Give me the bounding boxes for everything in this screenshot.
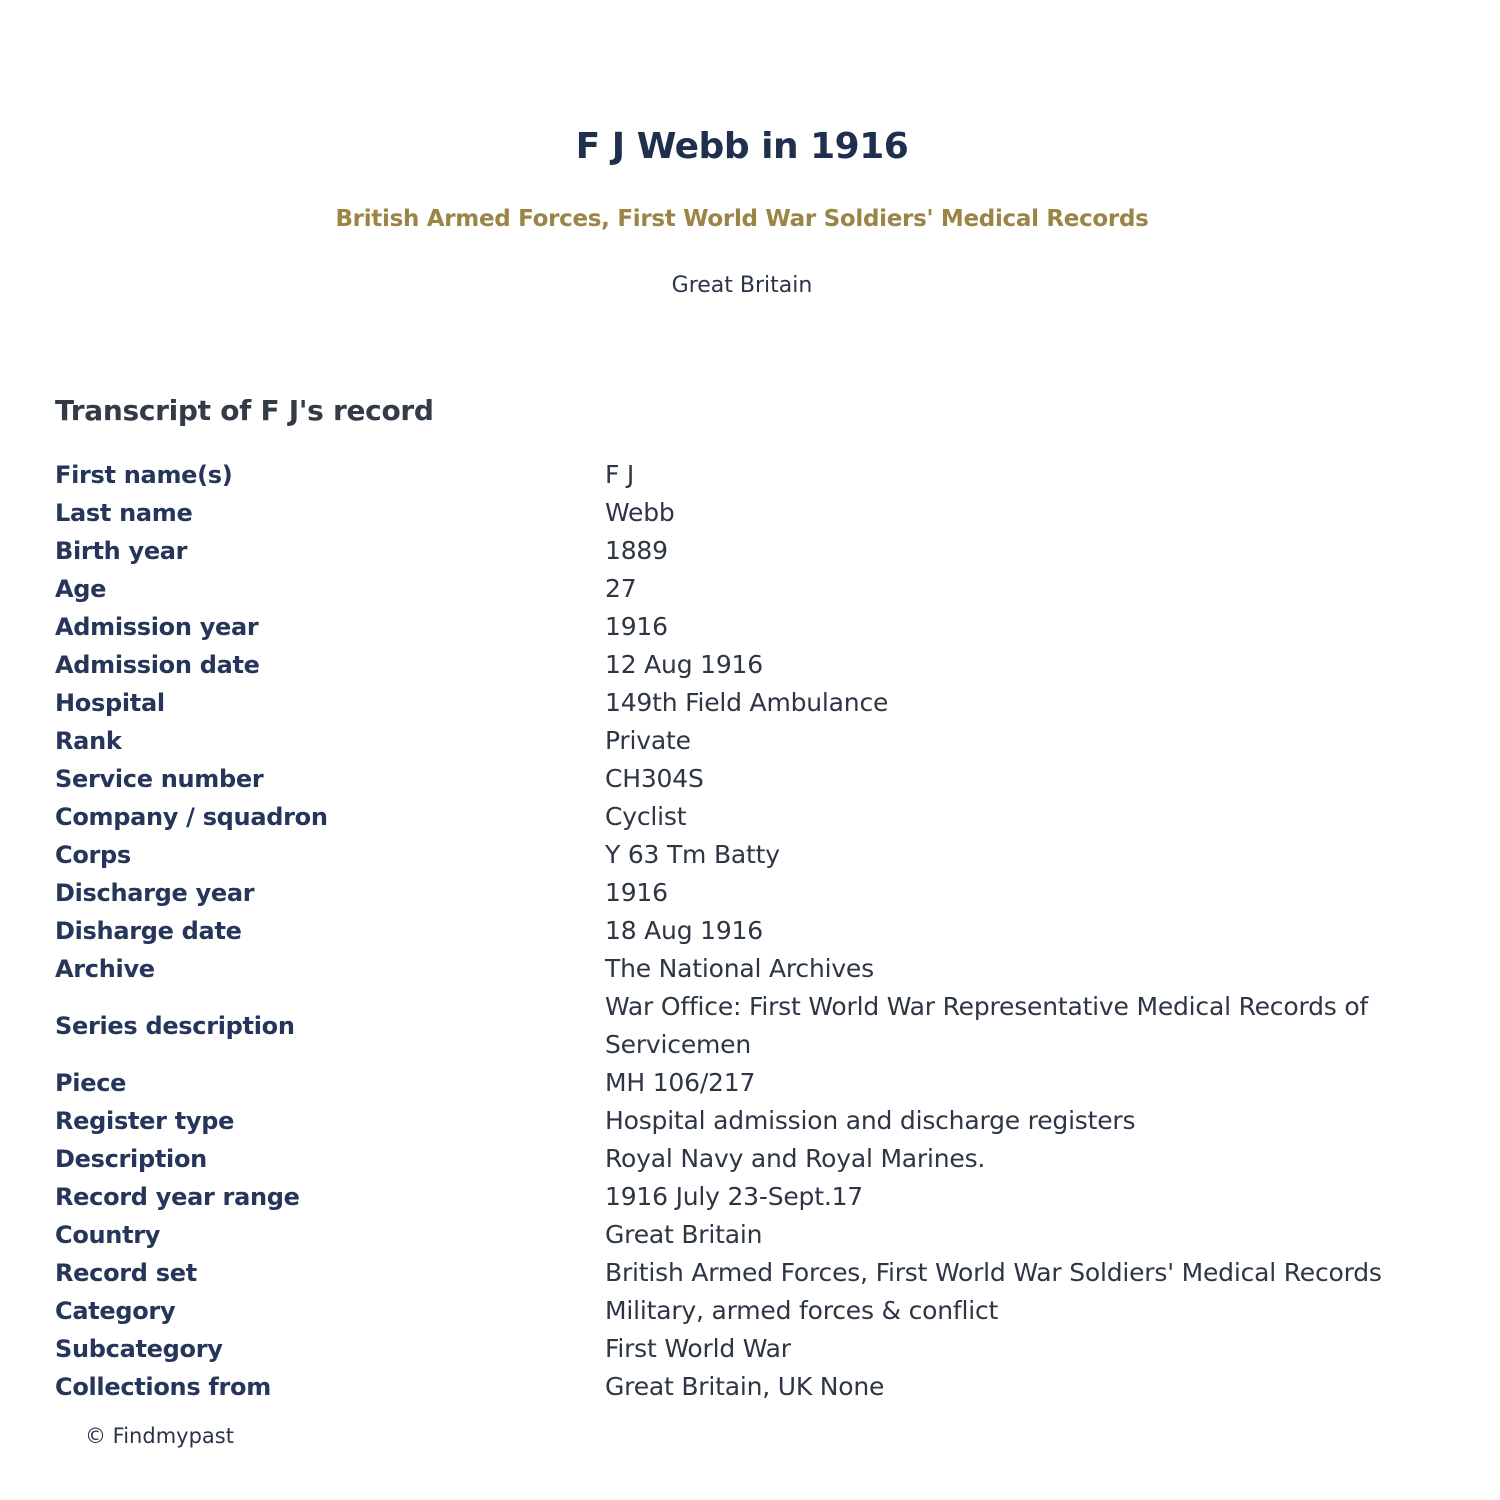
row-label: Record year range — [55, 1183, 300, 1211]
row-value: Private — [605, 726, 691, 755]
row-label: Piece — [55, 1069, 127, 1097]
row-admission-year — [55, 608, 1455, 646]
row-label: Discharge year — [55, 879, 255, 907]
row-value: F J — [605, 460, 635, 489]
row-admission-date — [55, 646, 1455, 684]
row-value: 1916 — [605, 612, 668, 641]
row-label: Corps — [55, 841, 131, 869]
row-country — [55, 1216, 1455, 1254]
row-piece — [55, 1064, 1455, 1102]
row-age — [55, 570, 1455, 608]
row-label: Collections from — [55, 1373, 271, 1401]
country-label: Great Britain — [671, 273, 813, 298]
row-rank — [55, 722, 1455, 760]
transcript-table — [55, 456, 1455, 1406]
row-discharge-year — [55, 874, 1455, 912]
row-label: Company / squadron — [55, 803, 328, 831]
row-service-number — [55, 760, 1455, 798]
row-label: Archive — [55, 955, 155, 983]
row-label: Series description — [55, 1012, 295, 1040]
row-series-description — [55, 988, 1455, 1064]
record-set-subtitle: British Armed Forces, First World War Soldiers' Medical Records — [335, 206, 1149, 232]
row-value: 1916 July 23-Sept.17 — [605, 1182, 863, 1211]
row-birth-year — [55, 532, 1455, 570]
row-value: 18 Aug 1916 — [605, 916, 763, 945]
row-category — [55, 1292, 1455, 1330]
row-label: Last name — [55, 499, 193, 527]
row-value: First World War — [605, 1334, 791, 1363]
row-discharge-date — [55, 912, 1455, 950]
row-label: Hospital — [55, 689, 165, 717]
row-subcategory — [55, 1330, 1455, 1368]
row-archive — [55, 950, 1455, 988]
row-value: Y 63 Tm Batty — [605, 840, 780, 869]
row-corps — [55, 836, 1455, 874]
row-record-set — [55, 1254, 1455, 1292]
row-description — [55, 1140, 1455, 1178]
row-label: Disharge date — [55, 917, 242, 945]
row-hospital — [55, 684, 1455, 722]
row-value: War Office: First World War Representative Medical Records of Servicemen — [605, 992, 1369, 1059]
row-register-type — [55, 1102, 1455, 1140]
row-collections-from — [55, 1368, 1455, 1406]
row-value: 27 — [605, 574, 637, 603]
row-label: Category — [55, 1297, 176, 1325]
row-label: Service number — [55, 765, 264, 793]
row-value: Great Britain, UK None — [605, 1372, 885, 1401]
row-label: Subcategory — [55, 1335, 223, 1363]
row-label: Admission date — [55, 651, 260, 679]
row-last-name — [55, 494, 1455, 532]
row-label: Record set — [55, 1259, 197, 1287]
row-record-year-range — [55, 1178, 1455, 1216]
row-first-names — [55, 456, 1455, 494]
row-value: 1889 — [605, 536, 668, 565]
row-value: MH 106/217 — [605, 1068, 756, 1097]
row-label: Register type — [55, 1107, 235, 1135]
row-value: Webb — [605, 498, 675, 527]
page-title: F J Webb in 1916 — [575, 126, 909, 167]
row-label: Description — [55, 1145, 207, 1173]
row-value: Royal Navy and Royal Marines. — [605, 1144, 986, 1173]
row-value: 12 Aug 1916 — [605, 650, 763, 679]
row-label: First name(s) — [55, 461, 233, 489]
transcript-heading: Transcript of F J's record — [55, 394, 434, 427]
row-value: 149th Field Ambulance — [605, 688, 889, 717]
row-label: Country — [55, 1221, 161, 1249]
row-value: Hospital admission and discharge registers — [605, 1106, 1136, 1135]
row-value: Military, armed forces & conflict — [605, 1296, 999, 1325]
row-label: Rank — [55, 727, 122, 755]
row-value: Great Britain — [605, 1220, 763, 1249]
row-value: 1916 — [605, 878, 668, 907]
row-label: Birth year — [55, 537, 188, 565]
row-value: CH304S — [605, 764, 704, 793]
row-value: British Armed Forces, First World War Soldiers' Medical Records — [605, 1258, 1382, 1287]
row-value: The National Archives — [605, 954, 874, 983]
row-value: Cyclist — [605, 802, 687, 831]
row-label: Admission year — [55, 613, 259, 641]
row-label: Age — [55, 575, 107, 603]
copyright-notice: © Findmypast — [85, 1424, 234, 1448]
row-company-squadron — [55, 798, 1455, 836]
